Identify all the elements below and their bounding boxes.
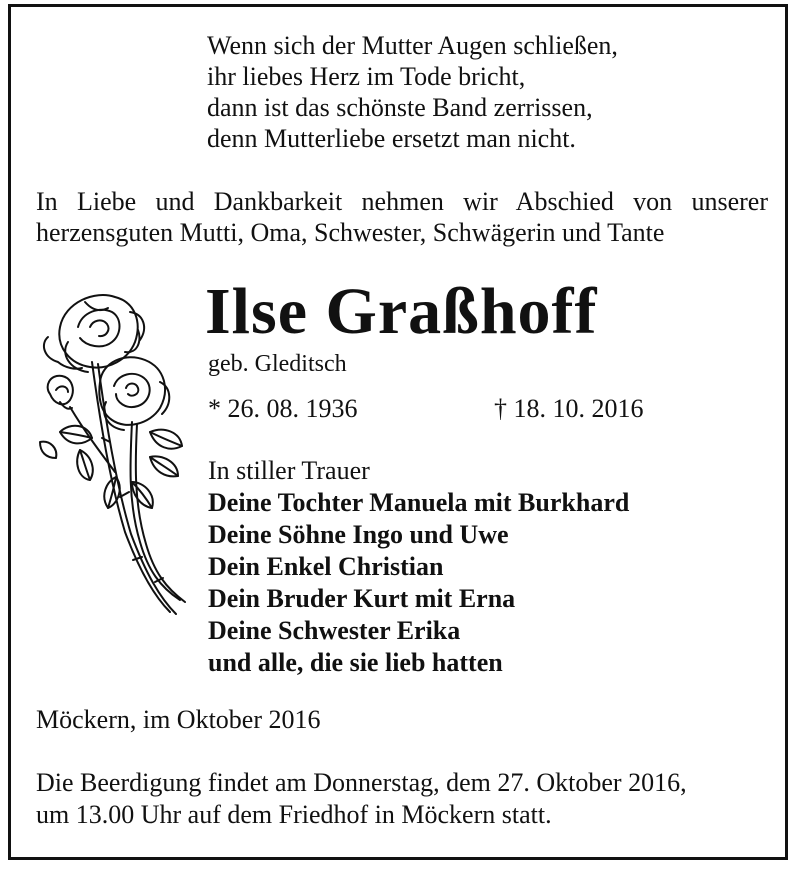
funeral-line: um 13.00 Uhr auf dem Friedhof in Möckern statt. <box>36 800 552 829</box>
place-and-date: Möckern, im Oktober 2016 <box>36 705 321 734</box>
poem-line: Wenn sich der Mutter Augen schließen, <box>207 31 618 60</box>
poem-line: ihr liebes Herz im Tode bricht, <box>207 62 526 91</box>
birth-date: * 26. 08. 1936 <box>208 394 358 423</box>
mourners-heading: In stiller Trauer <box>208 456 370 485</box>
funeral-line: Die Beerdigung findet am Donnerstag, dem 27. Oktober 2016, <box>36 768 687 797</box>
roses-illustration <box>30 282 195 622</box>
mourner-line: Deine Tochter Manuela mit Burkhard <box>208 488 630 517</box>
intro-line: herzensguten Mutti, Oma, Schwester, Schwägerin und Tante <box>36 218 665 247</box>
rose-bottom-icon <box>99 357 169 430</box>
intro-line: In Liebe und Dankbarkeit nehmen wir Abschied von unserer <box>36 187 768 216</box>
poem-line: denn Mutterliebe ersetzt man nicht. <box>207 124 576 153</box>
funeral-info <box>36 767 687 831</box>
mourners-list <box>208 455 629 679</box>
death-date: † 18. 10. 2016 <box>494 394 644 423</box>
mourner-line: Deine Söhne Ingo und Uwe <box>208 520 509 549</box>
mourner-line: Dein Bruder Kurt mit Erna <box>208 584 516 613</box>
deceased-name: Ilse Graßhoff <box>205 275 598 348</box>
rose-top-icon <box>44 295 144 372</box>
poem <box>207 30 618 154</box>
mourner-line: Deine Schwester Erika <box>208 616 461 645</box>
mourner-line: und alle, die sie lieb hatten <box>208 648 503 677</box>
maiden-name: geb. Gleditsch <box>208 351 347 377</box>
rosebud-icon <box>48 376 73 409</box>
mourner-line: Dein Enkel Christian <box>208 552 444 581</box>
farewell-intro <box>36 186 768 248</box>
poem-line: dann ist das schönste Band zerrissen, <box>207 93 593 122</box>
